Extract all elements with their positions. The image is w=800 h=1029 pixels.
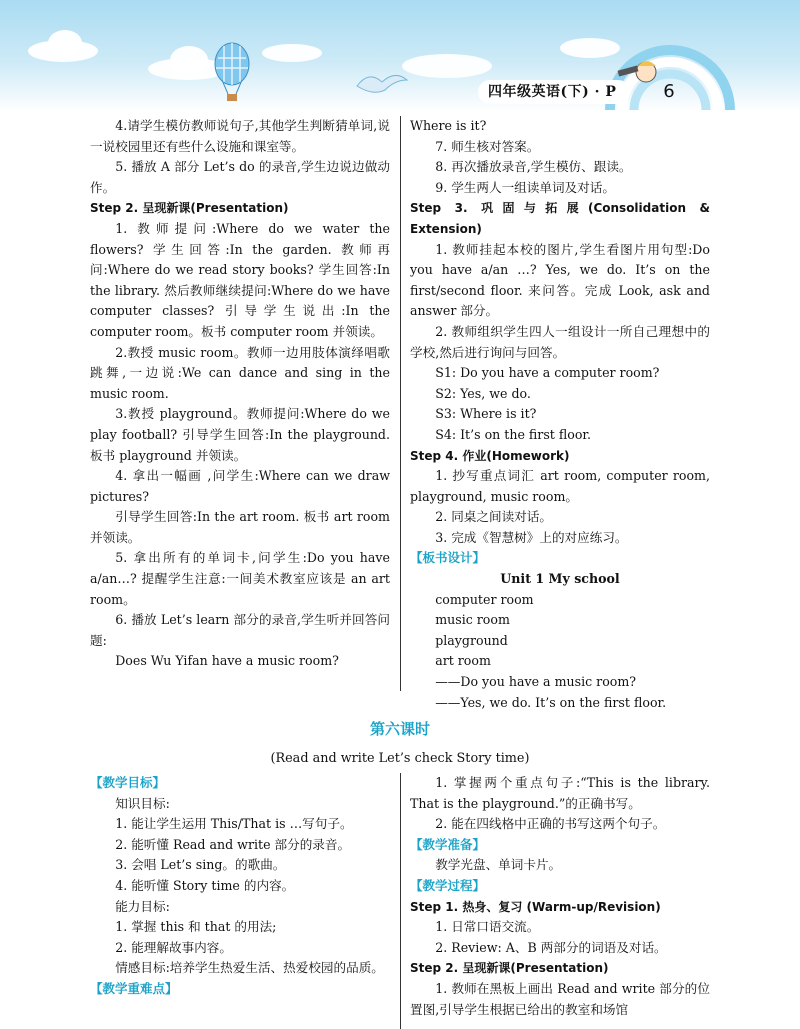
board-line: playground bbox=[435, 632, 508, 648]
right-column-bottom bbox=[410, 773, 710, 1020]
paragraph: 1. 教师挂起本校的图片,学生看图片用句型:Do you have a/an …? Yes, we do. It’s on the first/second floor. 来问答。完成 Look, ask and answer 部分。 bbox=[410, 241, 710, 319]
section-heading: 【教学准备】 bbox=[410, 836, 486, 852]
paragraph: 教学光盘、单词卡片。 bbox=[435, 857, 562, 873]
board-line: ——Do you have a music room? bbox=[435, 674, 637, 690]
right-column-top bbox=[410, 116, 710, 713]
paragraph: 2. Review: A、B 两部分的词语及对话。 bbox=[435, 939, 667, 955]
paragraph: 1. 教师提问:Where do we water the flowers? 学生回答:In the garden. 教师再问:Where do we read story books? 学生回答:In the library. 然后教师继续提问:Where do we have computer classes? 引导学生说出:In the computer room。板书 computer room 并领读。 bbox=[90, 220, 390, 339]
paragraph: 1. 教师在黑板上画出 Read and write 部分的位置图,引导学生根据已给出的教室和场馆 bbox=[410, 980, 710, 1017]
board-line: art room bbox=[435, 653, 491, 669]
paragraph: 3. 完成《智慧树》上的对应练习。 bbox=[435, 529, 628, 545]
paragraph: S4: It’s on the first floor. bbox=[435, 426, 592, 442]
section-heading: 【板书设计】 bbox=[410, 550, 486, 566]
cloud-decoration bbox=[262, 44, 322, 62]
paragraph: 4.请学生模仿教师说句子,其他学生判断猜单词,说一说校园里还有些什么设施和课室等。 bbox=[90, 118, 390, 154]
section-heading: 【教学重难点】 bbox=[90, 980, 178, 996]
paragraph: 3. 会唱 Let’s sing。的歌曲。 bbox=[115, 857, 286, 873]
paragraph: 2. 同桌之间读对话。 bbox=[435, 509, 552, 525]
cloud-decoration bbox=[48, 30, 82, 56]
left-column-bottom bbox=[90, 773, 390, 1000]
lesson-title: 第六课时 bbox=[369, 720, 430, 738]
paragraph: 2. 教师组织学生四人一组设计一所自己理想中的学校,然后进行询问与回答。 bbox=[410, 323, 710, 360]
paragraph: 5. 播放 A 部分 Let’s do 的录音,学生边说边做动作。 bbox=[90, 159, 390, 195]
paragraph: 1. 抄写重点词汇 art room, computer room, playground, music room。 bbox=[410, 468, 710, 504]
paragraph: 8. 再次播放录音,学生模仿、跟读。 bbox=[435, 159, 632, 175]
paragraph: 1. 日常口语交流。 bbox=[435, 919, 540, 935]
step-heading: Step 3. 巩固与拓展(Consolidation & Extension) bbox=[410, 201, 710, 236]
header-banner bbox=[0, 0, 800, 112]
cloud-decoration bbox=[170, 46, 208, 74]
board-line: computer room bbox=[435, 591, 534, 607]
board-title: Unit 1 My school bbox=[500, 571, 620, 587]
paragraph: 7. 师生核对答案。 bbox=[435, 138, 540, 154]
paragraph: Does Wu Yifan have a music room? bbox=[115, 653, 339, 669]
paragraph: S1: Do you have a computer room? bbox=[435, 365, 660, 381]
step-heading: Step 2. 呈现新课(Presentation) bbox=[90, 201, 289, 216]
board-line: music room bbox=[435, 612, 510, 628]
paragraph: S3: Where is it? bbox=[435, 406, 537, 422]
paragraph: Where is it? bbox=[410, 118, 487, 133]
board-line: ——Yes, we do. It’s on the first floor. bbox=[435, 694, 667, 710]
section-heading: 【教学过程】 bbox=[410, 877, 486, 893]
step-heading: Step 2. 呈现新课(Presentation) bbox=[410, 961, 609, 976]
lesson-subtitle: (Read and write Let’s check Story time) bbox=[270, 751, 530, 766]
bird-icon bbox=[355, 66, 409, 100]
step-heading: Step 4. 作业(Homework) bbox=[410, 448, 570, 463]
column-divider bbox=[400, 116, 401, 691]
paragraph: 情感目标:培养学生热爱生活、热爱校园的品质。 bbox=[115, 960, 384, 976]
book-title-label: 四年级英语(下) · P bbox=[478, 80, 630, 104]
balloon-icon bbox=[212, 42, 252, 106]
paragraph: 4. 能听懂 Story time 的内容。 bbox=[115, 877, 295, 893]
paragraph: 1. 掌握两个重点句子:“This is the library. That is the playground.”的正确书写。 bbox=[410, 775, 710, 811]
paragraph: 引导学生回答:In the art room. 板书 art room 并领读。 bbox=[90, 509, 390, 545]
paragraph: 2. 能在四线格中正确的书写这两个句子。 bbox=[435, 816, 666, 832]
paragraph: 6. 播放 Let’s learn 部分的录音,学生听并回答问题: bbox=[90, 612, 390, 648]
step-heading: Step 1. 热身、复习 (Warm-up/Revision) bbox=[410, 899, 661, 914]
paragraph: 1. 掌握 this 和 that 的用法; bbox=[115, 919, 277, 935]
paragraph: 2.教授 music room。教师一边用肢体演绎唱歌跳舞,一边说:We can dance and sing in the music room. bbox=[90, 344, 390, 401]
paragraph: 知识目标: bbox=[115, 795, 170, 811]
cloud-decoration bbox=[402, 54, 492, 78]
paragraph: 2. 能听懂 Read and write 部分的录音。 bbox=[115, 836, 351, 852]
paragraph: 1. 能让学生运用 This/That is …写句子。 bbox=[115, 816, 353, 832]
paragraph: S2: Yes, we do. bbox=[435, 385, 531, 401]
column-divider bbox=[400, 773, 401, 1029]
left-column-top bbox=[90, 116, 390, 672]
paragraph: 能力目标: bbox=[115, 898, 170, 914]
paragraph: 4. 拿出一幅画 ,问学生:Where can we draw pictures? bbox=[90, 468, 390, 504]
paragraph: 9. 学生两人一组读单词及对话。 bbox=[435, 179, 615, 195]
section-heading: 【教学目标】 bbox=[90, 775, 166, 790]
paragraph: 5. 拿出所有的单词卡,问学生:Do you have a/an…? 提醒学生注意:一间美术教室应该是 an art room。 bbox=[90, 550, 390, 607]
page-number: 6 bbox=[663, 81, 675, 102]
paragraph: 3.教授 playground。教师提问:Where do we play football? 引导学生回答:In the playground. 板书 playground 并领读。 bbox=[90, 406, 390, 463]
paragraph: 2. 能理解故事内容。 bbox=[115, 939, 232, 955]
